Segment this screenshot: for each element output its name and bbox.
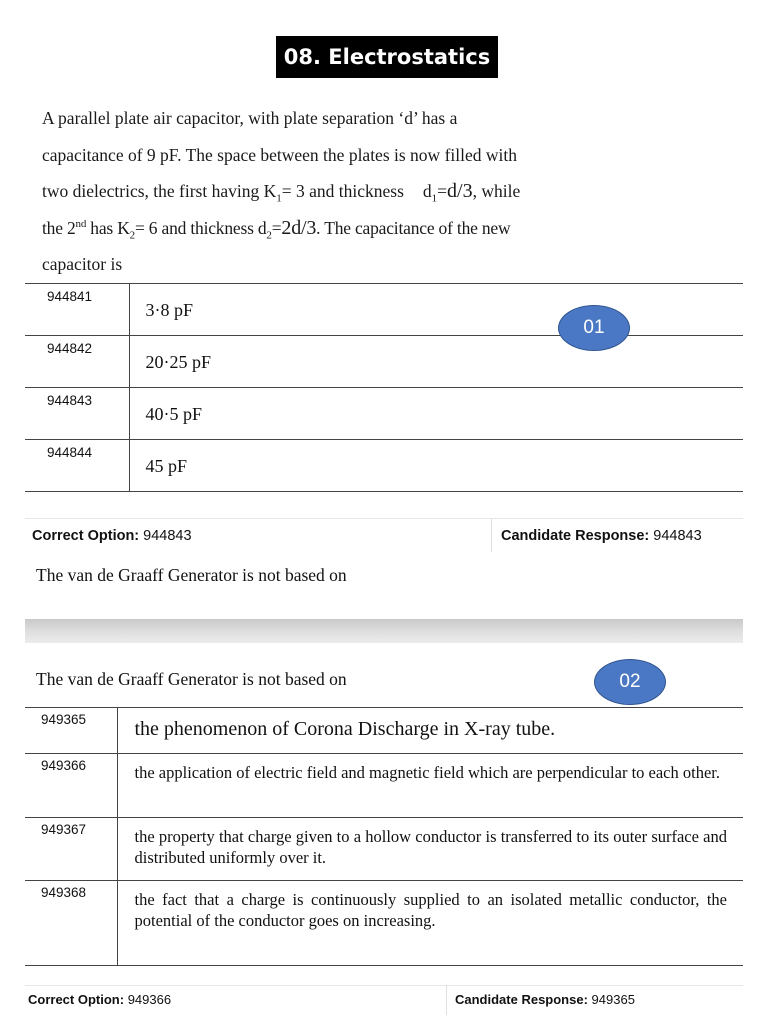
option-text: 3·8 pF [129,284,743,336]
question-1-stem [42,100,638,283]
cut-off-question-2-stem-top: The van de Graaff Generator is not based on [36,565,347,585]
option-id: 949366 [25,754,117,818]
cut-off-question-2-stem-bottom: The van de Graaff Generator is not based on [36,669,347,689]
divider [25,985,743,986]
option-id: 944844 [25,440,129,492]
divider [25,518,743,519]
option-text: the phenomenon of Corona Discharge in X-ray tube. [117,708,743,754]
question-number-badge-1: 01 [558,305,630,351]
option-row[interactable] [25,440,743,492]
correct-option-1: Correct Option: 944843 [32,528,192,544]
option-row[interactable] [25,708,743,754]
option-id: 944842 [25,336,129,388]
divider [491,518,492,552]
option-id: 944841 [25,284,129,336]
candidate-response-1: Candidate Response: 944843 [501,528,702,544]
q1-line-4: the 2nd has $K_2= 6$ and thickness $d_2=2d/3$. The capacitance of the new [42,216,511,241]
option-text: 40·5 pF [129,388,743,440]
q1-line-5: capacitor is [42,254,123,274]
divider [446,985,447,1015]
option-text: the application of electric field and magnetic field which are perpendicular to each other. [117,754,743,818]
question-2-options-table [25,707,743,966]
option-text: 45 pF [129,440,743,492]
question-number-badge-2: 02 [594,659,666,705]
q1-line-3: two dielectrics, the first having $K_1= 3$ and thickness $d_1=d/3$, while [42,180,521,205]
candidate-response-2: Candidate Response: 949365 [455,992,635,1007]
option-text: the property that charge given to a hollow conductor is transferred to its outer surface and distributed uniformly over it. [117,818,743,881]
option-row[interactable] [25,284,743,336]
q1-line-1: A parallel plate air capacitor, with plate separation ‘d’ has a [42,108,458,128]
option-text: the fact that a charge is continuously supplied to an isolated metallic conductor, the potential of the conductor goes on increasing. [117,881,743,966]
option-row[interactable] [25,754,743,818]
option-id: 944843 [25,388,129,440]
option-row[interactable] [25,881,743,966]
option-row[interactable] [25,818,743,881]
option-text: 20·25 pF [129,336,743,388]
page-break-bar [25,619,743,643]
page-title: 08. Electrostatics [276,36,498,78]
option-row[interactable] [25,336,743,388]
fraction-2d-over-3: 2d/3 [281,216,317,239]
option-id: 949365 [25,708,117,754]
question-1-options-table [25,283,743,492]
option-row[interactable] [25,388,743,440]
option-id: 949367 [25,818,117,881]
q1-line-2: capacitance of 9 pF. The space between the plates is now filled with [42,144,517,165]
fraction-d-over-3: d/3 [447,180,473,202]
correct-option-2: Correct Option: 949366 [28,992,172,1007]
option-id: 949368 [25,881,117,966]
